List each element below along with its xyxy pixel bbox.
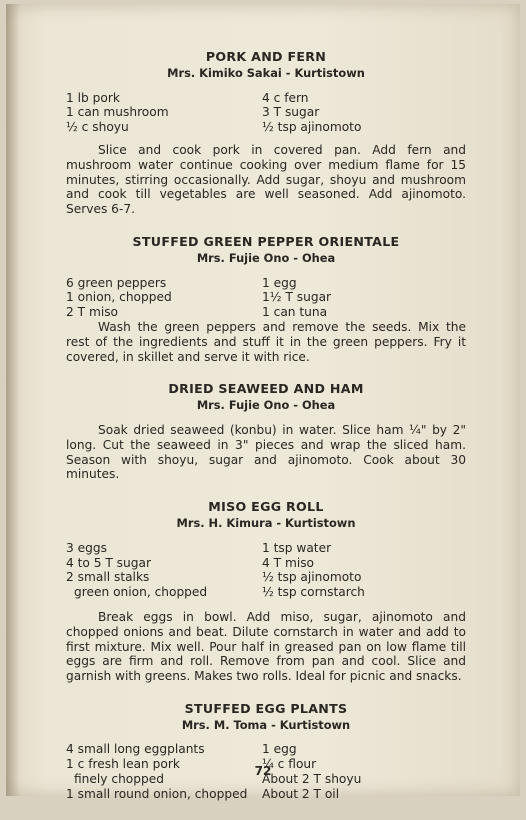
ingredient: 1 can mushroom [66, 105, 169, 120]
ingredient: 1 small round onion, chopped [66, 786, 248, 801]
ingredient: 4 c fern [262, 90, 309, 105]
ingredient: 6 green peppers [66, 275, 167, 290]
ingredient: 2 small stalks [66, 570, 150, 585]
ingredient: 1 egg [262, 742, 297, 757]
recipe-directions: Slice and cook pork in covered pan. Add fern and mushroom water continue cooking over medium flame for 15 minutes, stirring occasionally. Add sugar, shoyu and mushroom and cook till vegetables are well seasoned. Add ajinomoto. Serves 6-7. [66, 142, 466, 217]
ingredient: ¼ c flour [262, 757, 317, 772]
ingredient: finely chopped [74, 772, 164, 787]
ingredient: 3 eggs [66, 540, 107, 555]
ingredient: About 2 T shoyu [262, 772, 362, 787]
recipe-stuffed-egg-plants [66, 702, 466, 802]
recipe-author: Mrs. H. Kimura - Kurtistown [176, 515, 356, 530]
recipe-directions: Break eggs in bowl. Add miso, sugar, ajinomoto and chopped onions and beat. Dilute cornstarch in water and add to first mixture. Mix well. Pour half in greased pan on low flame till eggs are firm and roll. Remove from pan and cool. Slice and garnish with greens. Makes two rolls. Ideal for picnic and snacks. [66, 609, 466, 684]
ingredient: ½ tsp cornstarch [262, 585, 365, 600]
recipe-title: STUFFED EGG PLANTS [184, 700, 348, 716]
page-number: 72 [254, 764, 272, 778]
ingredient: 4 small long eggplants [66, 742, 205, 757]
ingredient-list [66, 276, 466, 320]
ingredient: green onion, chopped [74, 585, 208, 600]
recipe-author: Mrs. M. Toma - Kurtistown [181, 717, 351, 732]
ingredient: 2 T miso [66, 305, 119, 320]
recipe-miso-egg-roll [66, 500, 466, 684]
ingredient: ½ tsp ajinomoto [262, 570, 362, 585]
ingredient-list [66, 541, 466, 600]
ingredient: 1 tsp water [262, 540, 332, 555]
recipe-title: STUFFED GREEN PEPPER ORIENTALE [132, 233, 400, 249]
ingredient: ½ tsp ajinomoto [262, 120, 362, 135]
recipe-author: Mrs. Fujie Ono - Ohea [196, 398, 336, 413]
ingredient: 1 c fresh lean pork [66, 757, 180, 772]
recipe-pork-and-fern [66, 50, 466, 217]
recipe-title: DRIED SEAWEED AND HAM [168, 381, 364, 397]
ingredient: 1 can tuna [262, 305, 328, 320]
ingredient: 1½ T sugar [262, 290, 332, 305]
recipe-content [66, 50, 466, 820]
ingredient: 1 egg [262, 275, 297, 290]
ingredient: 3 T sugar [262, 105, 320, 120]
recipe-title: MISO EGG ROLL [208, 499, 324, 515]
ingredient: ½ c shoyu [66, 120, 129, 135]
ingredient: 1 lb pork [66, 90, 120, 105]
ingredient: 4 to 5 T sugar [66, 555, 151, 570]
ingredient-list [66, 91, 466, 135]
recipe-author: Mrs. Fujie Ono - Ohea [196, 250, 336, 265]
recipe-title: PORK AND FERN [205, 49, 327, 64]
recipe-directions: Soak dried seaweed (konbu) in water. Slice ham ¼" by 2" long. Cut the seaweed in 3" pieces and wrap the sliced ham. Season with shoyu, sugar and ajinomoto. Cook about 30 minutes. [66, 422, 466, 482]
recipe-author: Mrs. Kimiko Sakai - Kurtistown [167, 65, 365, 80]
ingredient: 4 T miso [262, 555, 315, 570]
recipe-stuffed-green-pepper [66, 235, 466, 364]
recipe-dried-seaweed-and-ham [66, 382, 466, 482]
ingredient: About 2 T oil [262, 786, 340, 801]
ingredient: 1 onion, chopped [66, 290, 172, 305]
recipe-directions: Wash the green peppers and remove the seeds. Mix the rest of the ingredients and stuff it in the green peppers. Fry it covered, in skillet and serve it with rice. [66, 319, 466, 364]
